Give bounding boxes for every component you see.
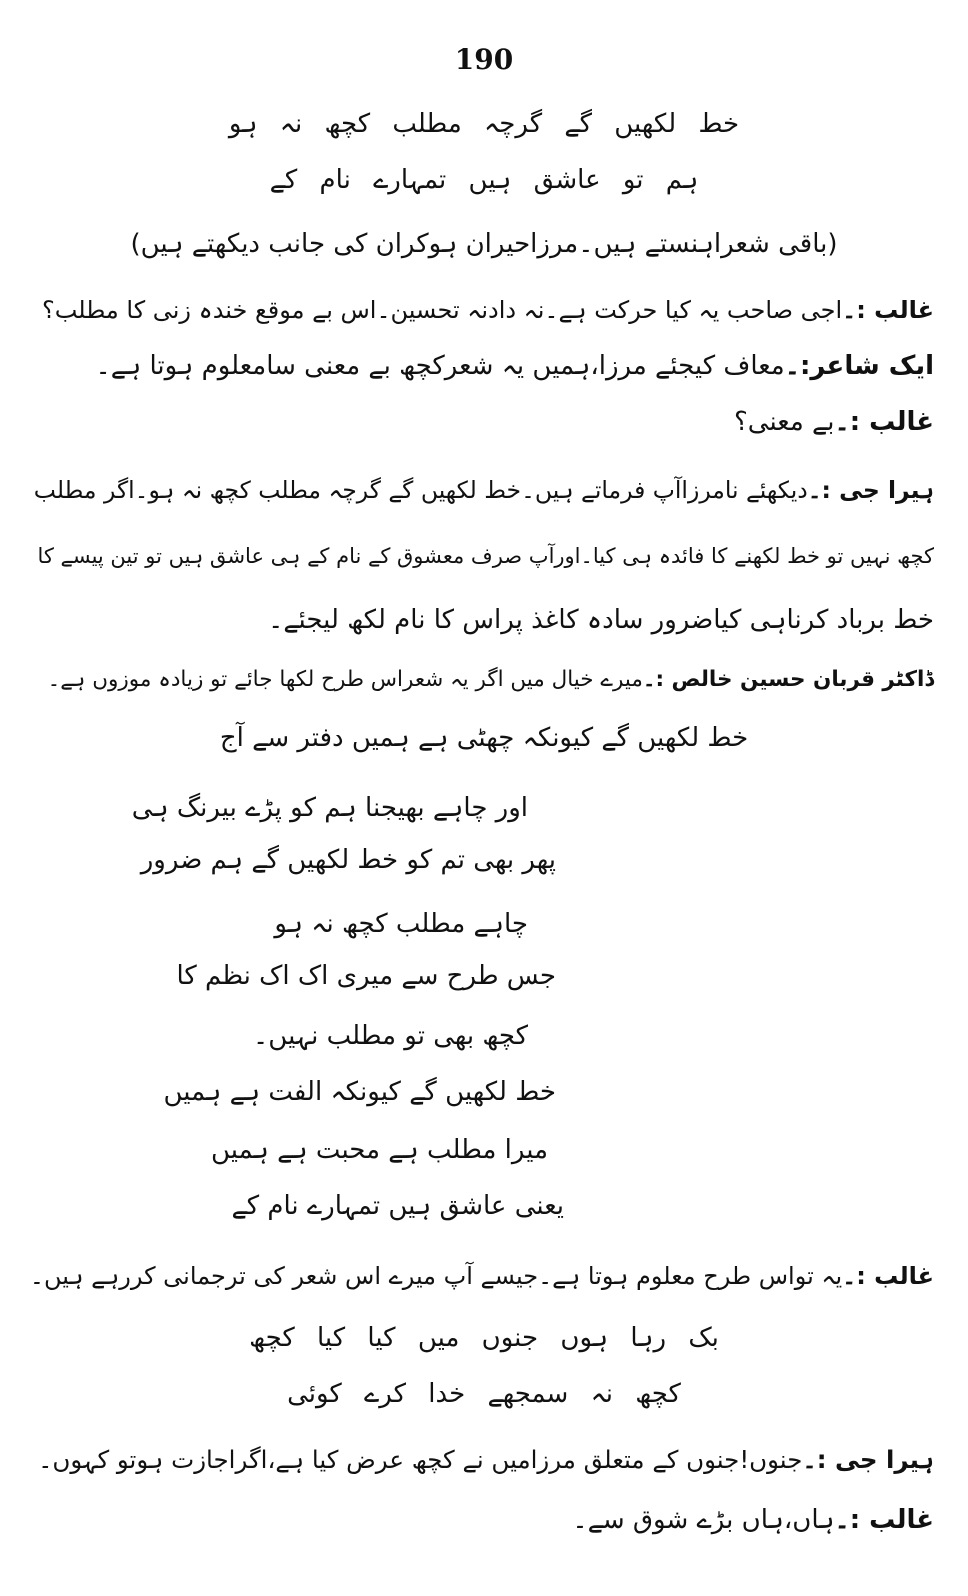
poem-line: میرا مطلب ہے محبت ہے ہمیں — [211, 1135, 548, 1165]
verse-line: خط لکھیں گے گرچہ مطلب کچھ نہ ہو — [228, 109, 740, 139]
speaker-name: غالب :۔ — [842, 296, 934, 324]
dialogue-line — [30, 1500, 934, 1540]
page-number: 190 — [454, 43, 514, 76]
dialogue-text: جنوں!جنوں کے متعلق مرزامیں نے کچھ عرض کیا ہے،اگراجازت ہوتو کہوں۔ — [38, 1445, 803, 1474]
stage-direction: (باقی شعراہنستے ہیں۔مرزاحیران ہوکران کی جانب دیکھتے ہیں) — [130, 229, 838, 259]
speaker-name: غالب :۔ — [842, 1262, 934, 1290]
dialogue-text: یہ تواس طرح معلوم ہوتا ہے۔جیسے آپ میرے اس شعر کی ترجمانی کررہے ہیں۔ — [29, 1262, 843, 1290]
dialogue-line — [30, 470, 934, 510]
speaker-name: ایک شاعر:۔ — [784, 351, 934, 381]
poem-line: خط لکھیں گے کیونکہ چھٹی ہے ہمیں دفتر سے آج — [219, 723, 749, 753]
poem-line: خط لکھیں گے کیونکہ الفت ہے ہمیں — [163, 1077, 556, 1107]
dialogue-line — [30, 402, 934, 442]
speaker-name: ڈاکٹر قربان حسین خالص :۔ — [642, 667, 934, 692]
poem-line: اور چاہے بھیجنا ہم کو پڑے بیرنگ ہی — [131, 793, 528, 823]
dialogue-text: اجی صاحب یہ کیا حرکت ہے۔نہ دادنہ تحسین۔اس بے موقع خندہ زنی کا مطلب؟ — [41, 296, 843, 324]
poem-line: یعنی عاشق ہیں تمہارے نام کے — [231, 1191, 564, 1221]
poem-line: چاہے مطلب کچھ نہ ہو — [274, 909, 528, 939]
dialogue-continuation: خط برباد کرناہی کیاضرور سادہ کاغذ پراس کا نام لکھ لیجئے۔ — [268, 605, 934, 635]
verse-line: کچھ نہ سمجھے خدا کرے کوئی — [287, 1379, 681, 1409]
poem-line: کچھ بھی تو مطلب نہیں۔ — [253, 1021, 528, 1051]
dialogue-text: میرے خیال میں اگر یہ شعراس طرح لکھا جائے تو زیادہ موزوں ہے۔ — [47, 667, 643, 692]
speaker-name: غالب :۔ — [834, 407, 934, 437]
dialogue-line — [30, 290, 934, 330]
dialogue-line — [30, 660, 934, 700]
dialogue-line — [30, 346, 934, 386]
dialogue-continuation: کچھ نہیں تو خط لکھنے کا فائدہ ہی کیا۔اورآپ صرف معشوق کے نام کے ہی عاشق ہیں تو تین پیسے کا — [37, 544, 934, 568]
dialogue-line — [30, 1256, 934, 1296]
dialogue-text: معاف کیجئے مرزا،ہمیں یہ شعرکچھ بے معنی سامعلوم ہوتا ہے۔ — [95, 351, 785, 381]
speaker-name: ہیرا جی :۔ — [802, 1445, 934, 1474]
dialogue-line — [30, 1440, 934, 1480]
verse-line: ہم تو عاشق ہیں تمہارے نام کے — [269, 165, 699, 195]
speaker-name: ہیرا جی :۔ — [807, 476, 934, 504]
dialogue-text: بے معنی؟ — [733, 407, 835, 437]
dialogue-text: ہاں،ہاں بڑے شوق سے۔ — [572, 1505, 835, 1535]
dialogue-text: دیکھئے نامرزاآپ فرماتے ہیں۔خط لکھیں گے گرچہ مطلب کچھ نہ ہو۔اگر مطلب — [33, 476, 808, 504]
speaker-name: غالب :۔ — [834, 1505, 934, 1535]
poem-line: پھر بھی تم کو خط لکھیں گے ہم ضرور — [140, 845, 556, 875]
poem-line: جس طرح سے میری اک اک نظم کا — [176, 961, 556, 991]
verse-line: بک رہا ہوں جنوں میں کیا کیا کچھ — [249, 1323, 719, 1353]
